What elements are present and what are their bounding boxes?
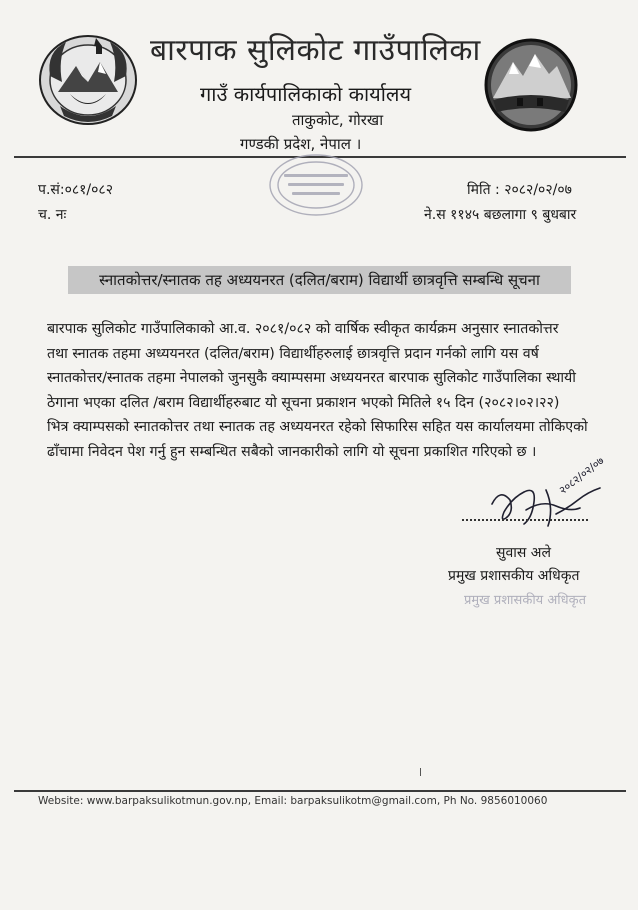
nepal-emblem-logo <box>36 32 140 128</box>
signature-date-text: २०८२/०२/०७ <box>556 454 607 498</box>
body-line: स्नातकोत्तर/स्नातक तहमा नेपालको जुनसुकै क्याम्पसमा अध्ययनरत बारपाक सुलिकोट गाउँपालिका स्थायी <box>47 370 576 387</box>
municipality-title: बारपाक सुलिकोट गाउँपालिका <box>150 33 481 68</box>
handwritten-signature <box>484 478 624 534</box>
dispatch-number: च. नः <box>38 207 67 223</box>
address-line-2: गण्डकी प्रदेश, नेपाल । <box>240 135 362 153</box>
signature-line <box>462 519 588 521</box>
notice-title-text: स्नातकोत्तर/स्नातक तह अध्ययनरत (दलित/बराम) विद्यार्थी छात्रवृत्ति सम्बन्धि सूचना <box>99 271 540 289</box>
body-line: ठेगाना भएका दलित /बराम विद्यार्थीहरुबाट यो सूचना प्रकाशन भएको मितिले १५ दिन (२०८२।०२।२२) <box>47 394 560 411</box>
notice-title <box>68 266 571 294</box>
body-line: बारपाक सुलिकोट गाउँपालिकाको आ.व. २०८१/०८२ को वार्षिक स्वीकृत कार्यक्रम अनुसार स्नातकोत्तर <box>47 321 559 337</box>
address-line-1: ताकुकोट, गोरखा <box>292 111 384 129</box>
body-line: भित्र क्याम्पसको स्नातकोत्तर तथा स्नातक तह अध्ययनरत रहेको सिफारिस सहित यस कार्यालयमा तोकिएको <box>47 419 588 436</box>
signatory-designation: प्रमुख प्रशासकीय अधिकृत <box>448 568 580 584</box>
designation-stamp: प्रमुख प्रशासकीय अधिकृत <box>464 593 587 608</box>
office-stamp <box>262 150 370 220</box>
footer-contact: Website: www.barpaksulikotmun.gov.np, Email: barpaksulikotm@gmail.com, Ph No. 9856010060 <box>38 795 548 807</box>
footer-divider <box>14 790 626 792</box>
notice-body <box>47 317 587 465</box>
municipality-logo <box>479 38 583 132</box>
nepal-sambat-date: ने.स ११४५ बछलागा ९ बुधबार <box>424 207 577 223</box>
reference-number: प.सं:०८१/०८२ <box>38 182 113 198</box>
office-subtitle: गाउँ कार्यपालिकाको कार्यालय <box>200 82 412 106</box>
signatory-name: सुवास अले <box>496 545 551 561</box>
body-line: तथा स्नातक तहमा अध्ययनरत (दलित/बराम) विद्यार्थीहरुलाई छात्रवृत्ति प्रदान गर्नको लागि यस वर्ष <box>47 345 539 362</box>
stray-mark <box>420 768 421 776</box>
body-line: ढाँचामा निवेदन पेश गर्नु हुन सम्बन्धित सबैको जानकारीको लागि यो सूचना प्रकाशित गरिएको छ । <box>47 443 537 460</box>
issue-date: मिति : २०८२/०२/०७ <box>467 182 572 198</box>
